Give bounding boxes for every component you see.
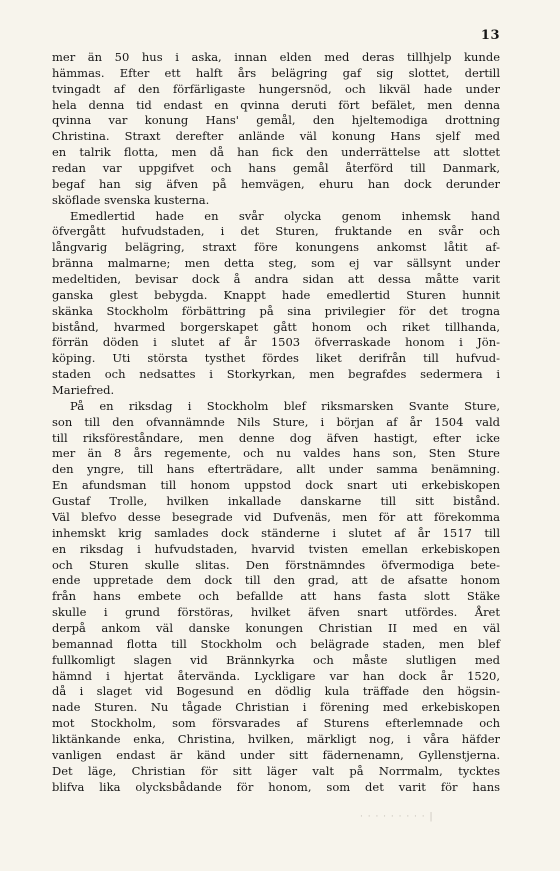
text-line: en riksdag i hufvudstaden, hvarvid tvisten emellan erkebiskopen	[52, 541, 500, 556]
text-line: mer än 50 hus i aska, innan elden med deras tillhjelp kunde	[52, 50, 500, 64]
text-line: vanligen endast är känd under sitt fädernenamn, Gyllenstjerna.	[52, 747, 500, 762]
text-line: hela denna tid endast en qvinna deruti fört befälet, men denna	[52, 97, 500, 112]
text-line: köping. Uti största tysthet fördes liket derifrån till hufvud-	[52, 351, 500, 366]
text-line: den yngre, till hans efterträdare, allt under samma benämning.	[52, 462, 500, 477]
text-line: Mariefred.	[52, 383, 115, 398]
text-line: skänka Stockholm förbättring på sina privilegier för det trogna	[52, 303, 500, 318]
text-line: inhemskt krig samlades dock ständerne i slutet af år 1517 till	[52, 525, 500, 540]
text-line: ganska glest bebygda. Knappt hade emedlertid Sturen hunnit	[52, 287, 500, 302]
text-line: då i slaget vid Bogesund en dödlig kula träffade den högsin-	[52, 684, 500, 699]
text-line: son till den ofvannämnde Nils Sture, i början af år 1504 vald	[52, 414, 500, 429]
body-text	[52, 50, 500, 795]
text-line: hämmas. Efter ett halft års belägring gaf sig slottet, dertill	[52, 65, 500, 80]
text-line: medeltiden, bevisar dock å andra sidan att dessa måtte varit	[52, 272, 500, 287]
text-line: begaf han sig äfven på hemvägen, ehuru han dock derunder	[52, 176, 500, 191]
text-line: fullkomligt slagen vid Brännkyrka och måste slutligen med	[52, 652, 500, 667]
show-through-marks: · · · · · · · · · |	[360, 812, 434, 822]
text-line: nade Sturen. Nu tågade Christian i förening med erkebiskopen	[52, 700, 500, 715]
text-line: redan var uppgifvet och hans gemål återförd till Danmark,	[52, 161, 500, 176]
page-number: 13	[480, 28, 500, 43]
text-line: Väl blefvo desse besegrade vid Dufvenäs, men för att förekomma	[52, 509, 500, 524]
text-line: blifva lika olycksbådande för honom, som det varit för hans	[52, 779, 500, 794]
text-line: sköflade svenska kusterna.	[52, 192, 210, 207]
text-line: och Sturen skulle slitas. Den förstnämndes öfvermodiga bete-	[52, 557, 500, 572]
text-line: till riksföreståndare, men denne dog äfven hastigt, efter icke	[52, 430, 500, 445]
text-line: bistånd, hvarmed borgerskapet gått honom och riket tillhanda,	[52, 319, 500, 334]
text-line: Gustaf Trolle, hvilken inkallade danskarne till sitt bistånd.	[52, 494, 500, 509]
text-line: På en riksdag i Stockholm blef riksmarsken Svante Sture,	[70, 398, 500, 413]
text-line: bemannad flotta till Stockholm och belägrade staden, men blef	[52, 636, 500, 651]
text-line: derpå ankom väl danske konungen Christian II med en väl	[52, 620, 500, 635]
text-line: mot Stockholm, som försvarades af Sturens efterlemnade och	[52, 716, 500, 731]
text-line: bränna malmarne; men detta steg, som ej var sällsynt under	[52, 256, 500, 271]
text-line: mer än 8 års regemente, och nu valdes hans son, Sten Sture	[52, 446, 500, 461]
text-line: från hans embete och befallde att hans fasta slott Stäke	[52, 589, 500, 604]
text-line: skulle i grund förstöras, hvilket äfven snart utfördes. Året	[52, 605, 500, 620]
text-line: Det läge, Christian för sitt läger valt på Norrmalm, tycktes	[52, 763, 500, 778]
text-line: Christina. Straxt derefter anlände väl konung Hans sjelf med	[52, 129, 500, 144]
text-line: ende uppretade dem dock till den grad, att de afsatte honom	[52, 573, 500, 588]
text-line: qvinna var konung Hans' gemål, den hjeltemodiga drottning	[52, 113, 500, 128]
text-line: öfvergått hufvudstaden, i det Sturen, fruktande en svår och	[52, 224, 500, 239]
text-line: långvarig belägring, straxt före konungens ankomst låtit af-	[52, 240, 500, 255]
text-line: En afundsman till honom uppstod dock snart uti erkebiskopen	[52, 478, 500, 493]
text-line: förrän döden i slutet af år 1503 öfverraskade honom i Jön-	[52, 335, 500, 350]
text-line: staden och nedsattes i Storkyrkan, men begrafdes sedermera i	[52, 367, 500, 382]
text-line: liktänkande enka, Christina, hvilken, märkligt nog, i våra häfder	[52, 731, 500, 746]
text-line: tvingadt af den förfärligaste hungersnöd, och likväl hade under	[52, 81, 500, 96]
text-line: en talrik flotta, men då han fick den underrättelse att slottet	[52, 145, 500, 160]
text-line: hämnd i hjertat återvända. Lyckligare var han dock år 1520,	[52, 668, 500, 683]
text-line: Emedlertid hade en svår olycka genom inhemsk hand	[70, 208, 500, 223]
